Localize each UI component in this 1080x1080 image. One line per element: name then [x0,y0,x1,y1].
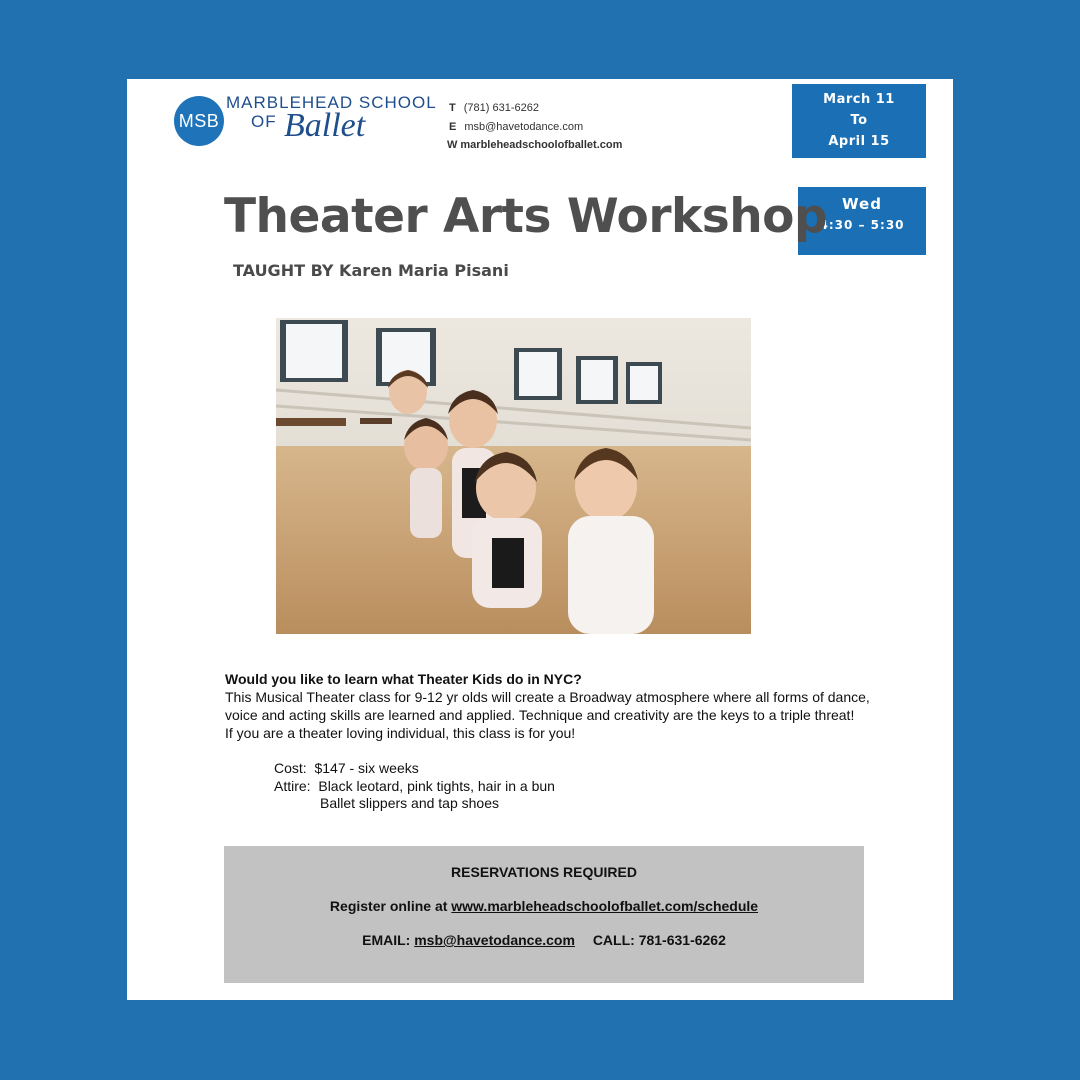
schedule-day: Wed [842,195,882,213]
instructor-line: TAUGHT BY Karen Maria Pisani [233,261,509,280]
attire-value-1: Black leotard, pink tights, hair in a bun [318,777,555,794]
reservation-email-link[interactable]: msb@havetodance.com [414,932,575,948]
date-to: To [850,113,868,128]
date-end: April 15 [828,134,890,149]
logo-line-3: Ballet [284,107,366,144]
date-start: March 11 [823,92,895,107]
reservations-heading: RESERVATIONS REQUIRED [451,864,637,880]
phone-value: (781) 631-6262 [463,102,539,114]
contact-row [224,932,864,948]
web-value[interactable]: marbleheadschoolofballet.com [460,139,623,151]
phone-label: T [449,102,456,114]
contact-phone [449,102,539,114]
logo-line-1: MARBLEHEAD SCHOOL [226,93,437,112]
schedule-time: 4:30 – 5:30 [819,218,905,232]
msb-logo-badge [174,96,224,146]
contact-web[interactable] [447,139,622,151]
attire-label: Attire: [274,777,311,794]
cost-label: Cost: [274,760,307,776]
web-label: W [447,139,458,151]
dancers-photo [276,318,751,634]
reservation-email-label: EMAIL: [362,932,411,948]
cost-value: $147 - six weeks [314,760,419,776]
email-value[interactable]: msb@havetodance.com [464,121,584,133]
date-range-box [792,84,926,158]
reservation-call: CALL: 781-631-6262 [592,932,726,948]
flyer-sheet [127,79,953,1000]
description-line-1: This Musical Theater class for 9-12 yr olds will create a Broadway atmosphere where all forms of dance, [225,689,870,705]
register-prefix: Register online at [329,898,448,914]
register-row [224,898,864,914]
attire-row [274,778,555,796]
email-label: E [449,121,457,133]
cost-row [274,760,555,778]
description-question: Would you like to learn what Theater Kids do in NYC? [225,671,582,687]
description-line-3: If you are a theater loving individual, this class is for you! [225,725,576,741]
attire-value-2: Ballet slippers and tap shoes [320,795,499,811]
reservations-box [224,846,864,983]
logo-line-2: OF [251,112,277,131]
description-line-2: voice and acting skills are learned and applied. Technique and creativity are the keys to a triple threat! [225,707,855,723]
page-title: Theater Arts Workshop [224,189,828,244]
class-details [274,760,555,813]
description [225,670,945,742]
contact-email[interactable] [449,121,583,133]
register-link[interactable]: www.marbleheadschoolofballet.com/schedule [451,898,759,914]
logo-initials: MSB [178,110,220,131]
